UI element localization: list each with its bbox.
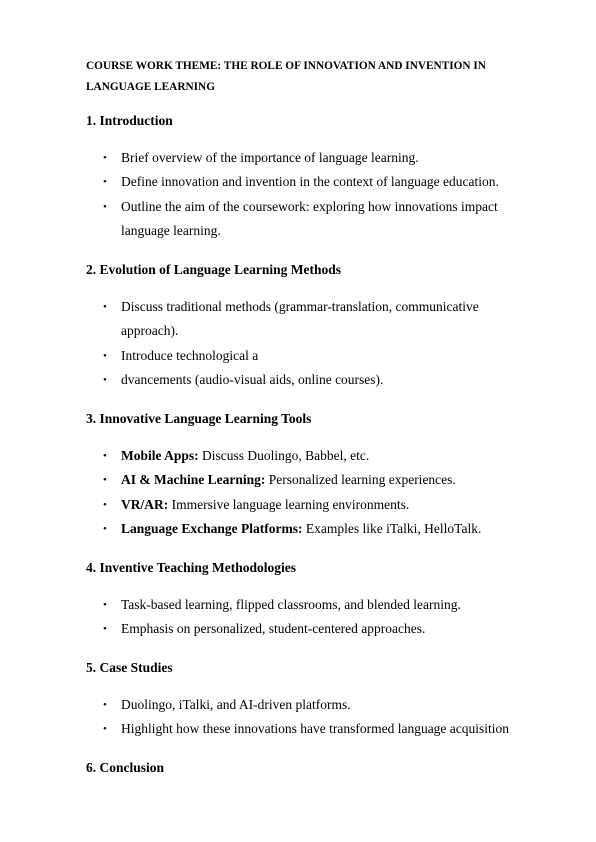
bullet-icon: •: [103, 450, 107, 462]
list-item-text: Define innovation and invention in the context of language education.: [121, 174, 499, 190]
section-heading-evolution: 2. Evolution of Language Learning Methods: [86, 262, 342, 277]
list-item-text: Highlight how these innovations have transformed language acquisition: [121, 721, 510, 737]
section-heading-methodologies: 4. Inventive Teaching Methodologies: [86, 560, 297, 575]
introduction-list: [0, 146, 596, 244]
bullet-icon: •: [103, 699, 107, 711]
list-item: [0, 295, 506, 344]
bullet-icon: •: [103, 152, 107, 164]
list-item: [0, 468, 531, 492]
bullet-icon: •: [103, 474, 107, 487]
bullet-icon: •: [103, 200, 107, 213]
section-heading-tools: 3. Innovative Language Learning Tools: [86, 411, 312, 426]
list-item-lead: VR/AR:: [121, 496, 169, 512]
bullet-icon: •: [103, 349, 107, 362]
list-item: [0, 344, 531, 368]
list-item: [0, 617, 531, 641]
list-item-text: Brief overview of the importance of language learning.: [121, 150, 419, 165]
bullet-icon: •: [103, 599, 107, 611]
list-item: [0, 717, 531, 741]
list-item: [0, 195, 506, 244]
list-item-lead: Language Exchange Platforms:: [121, 521, 303, 537]
tools-list: [0, 444, 596, 542]
bullet-icon: •: [103, 176, 107, 189]
list-item: [0, 693, 531, 717]
list-item-text: Outline the aim of the coursework: exploring how innovations impact language learning.: [121, 198, 498, 239]
list-item-text: Examples like iTalki, HelloTalk.: [302, 521, 482, 537]
section-heading-introduction: 1. Introduction: [86, 113, 173, 128]
list-item: [0, 493, 531, 517]
list-item-text: Discuss Duolingo, Babbel, etc.: [198, 448, 370, 463]
section-heading-case-studies: 5. Case Studies: [86, 660, 173, 675]
course-title: COURSE WORK THEME: THE ROLE OF INNOVATION AND INVENTION IN LANGUAGE LEARNING: [86, 60, 486, 93]
bullet-icon: •: [103, 374, 107, 387]
bullet-icon: •: [103, 623, 107, 636]
list-item-lead: AI & Machine Learning:: [121, 472, 266, 488]
case-studies-list: [0, 693, 596, 742]
list-item-text: Personalized learning experiences.: [265, 472, 456, 488]
section-heading-conclusion: 6. Conclusion: [86, 760, 165, 775]
list-item-lead: Mobile Apps:: [121, 448, 199, 463]
bullet-icon: •: [103, 301, 107, 313]
list-item: [0, 146, 531, 170]
list-item: [0, 170, 531, 194]
list-item-text: Discuss traditional methods (grammar-translation, communicative approach).: [121, 299, 479, 339]
list-item-text: Task-based learning, flipped classrooms, and blended learning.: [121, 597, 461, 612]
methodologies-list: [0, 593, 596, 642]
list-item: [0, 368, 531, 392]
bullet-icon: •: [103, 723, 107, 736]
list-item-text: dvancements (audio-visual aids, online courses).: [121, 372, 384, 388]
list-item: [0, 593, 531, 617]
evolution-list: [0, 295, 596, 393]
list-item-text: Introduce technological a: [121, 347, 259, 363]
bullet-icon: •: [103, 523, 107, 536]
list-item-text: Immersive language learning environments.: [168, 496, 410, 512]
list-item-text: Duolingo, iTalki, and AI-driven platforms.: [121, 697, 351, 712]
list-item: [0, 517, 531, 541]
bullet-icon: •: [103, 498, 107, 511]
list-item-text: Emphasis on personalized, student-centered approaches.: [121, 621, 426, 637]
list-item: [0, 444, 531, 468]
